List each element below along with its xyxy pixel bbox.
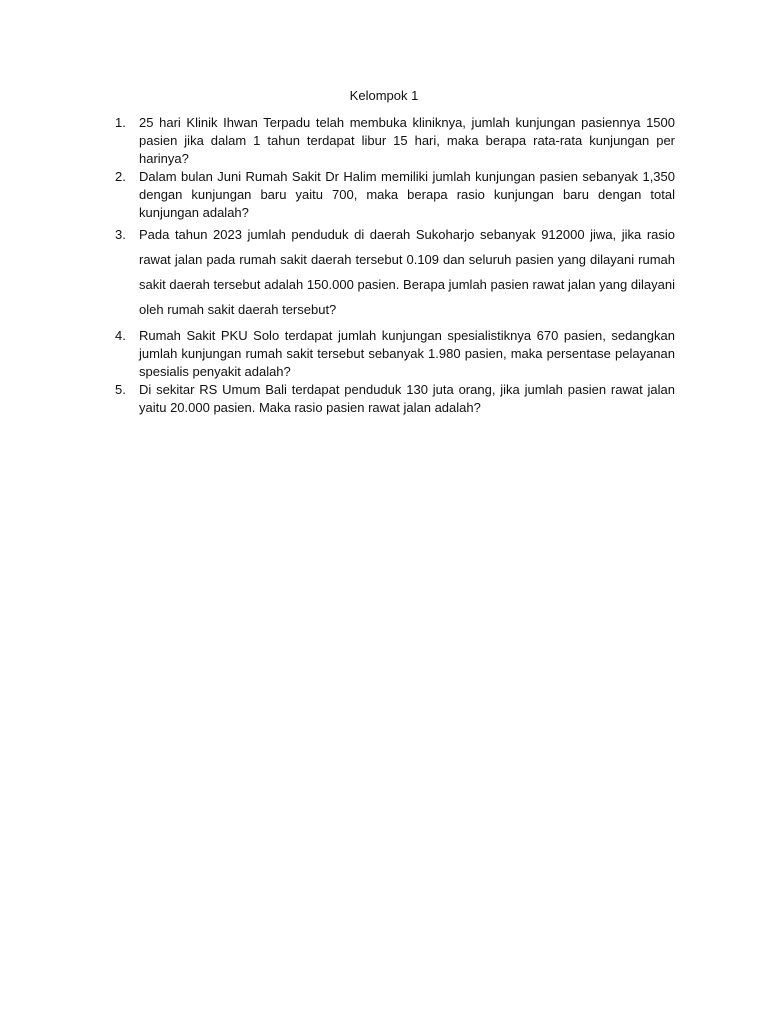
document-title: Kelompok 1 [349,88,419,103]
question-item-2 [115,168,675,222]
question-text: Pada tahun 2023 jumlah penduduk di daerah Sukoharjo sebanyak 912000 jiwa, jika rasio rawat jalan pada rumah sakit daerah tersebut 0.109 dan seluruh pasien yang dilayani rumah sakit daerah tersebut adalah 150.000 pasien. Berapa jumlah pasien rawat jalan yang dilayani oleh rumah sakit daerah tersebut? [139,227,675,317]
question-item-1 [115,114,675,168]
question-text: Rumah Sakit PKU Solo terdapat jumlah kunjungan spesialistiknya 670 pasien, sedangkan jumlah kunjungan rumah sakit tersebut sebanyak 1.980 pasien, maka persentase pelayanan spesialis penyakit adalah? [139,328,675,379]
question-number: 4. [115,328,126,343]
question-number: 5. [115,382,126,397]
question-number: 1. [115,115,126,130]
question-text: Dalam bulan Juni Rumah Sakit Dr Halim memiliki jumlah kunjungan pasien sebanyak 1,350 dengan kunjungan baru yaitu 700, maka berapa rasio kunjungan baru dengan total kunjungan adalah? [139,169,675,220]
question-text: Di sekitar RS Umum Bali terdapat penduduk 130 juta orang, jika jumlah pasien rawat jalan yaitu 20.000 pasien. Maka rasio pasien rawat jalan adalah? [139,382,675,415]
question-item-4 [115,327,675,381]
question-item-5 [115,381,675,417]
question-list [115,114,675,417]
question-number: 3. [115,227,126,242]
question-number: 2. [115,169,126,184]
question-item-3 [115,222,675,322]
question-text: 25 hari Klinik Ihwan Terpadu telah membuka kliniknya, jumlah kunjungan pasiennya 1500 pasien jika dalam 1 tahun terdapat libur 15 hari, maka berapa rata-rata kunjungan per harinya? [139,115,675,166]
